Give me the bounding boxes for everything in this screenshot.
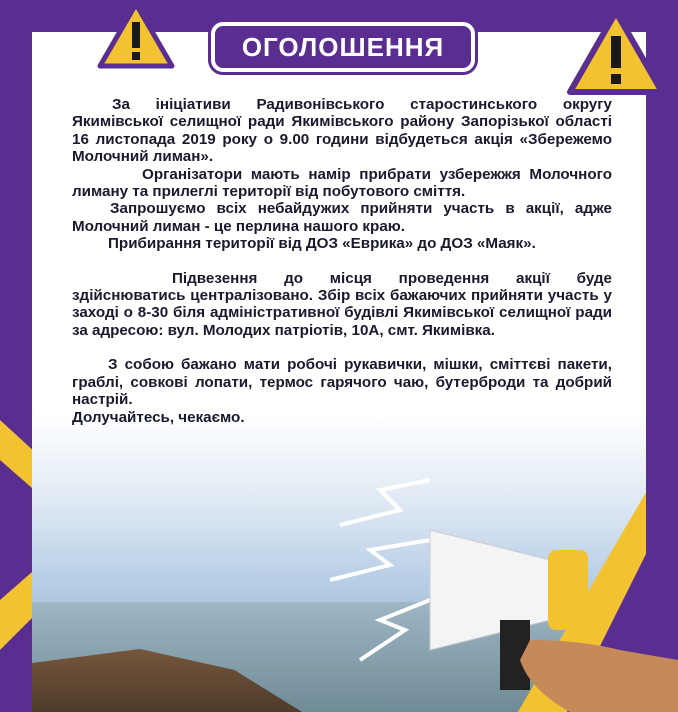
warning-icon: [566, 8, 666, 98]
paragraph-transport: Підвезення до місця проведення акції буде здійснюватись централізовано. Збір всіх бажаючих прийняти участь у заході о 8-30 біля адміністративної будівлі Якимівської селищної ради за адресою: вул. Молодих патріотів, 10А, смт. Якимівка.: [72, 269, 612, 339]
paragraph-bring: З собою бажано мати робочі рукавички, мішки, сміттєві пакети, граблі, совкові лопати, термос гарячого чаю, бутерброди та добрий настрій.: [72, 356, 612, 409]
paragraph-route: Прибирання території від ДОЗ «Еврика» до ДОЗ «Маяк».: [108, 235, 536, 253]
announcement-text: [72, 96, 612, 426]
paragraph-closing: Долучайтесь, чекаємо.: [72, 408, 245, 426]
paragraph-invite: Запрошуємо всіх небайдужих прийняти участь в акції, адже Молочний лиман - це перлина нашого краю.: [72, 200, 612, 235]
title-text: ОГОЛОШЕННЯ: [241, 31, 445, 62]
megaphone-icon: [420, 520, 678, 712]
title-banner: [211, 22, 475, 72]
warning-icon: [96, 0, 176, 70]
paragraph-intro: За ініціативи Радивонівського старостинського округу Якимівської селищної ради Якимівського району Запорізької області 16 листопада 2019 року о 9.00 години відбудеться акція «Збережемо Молочний лиман».: [72, 96, 612, 166]
paragraph-organizers: Організатори мають намір прибрати узбережжя Молочного лиману та прилеглі території від побутового сміття.: [72, 165, 612, 201]
